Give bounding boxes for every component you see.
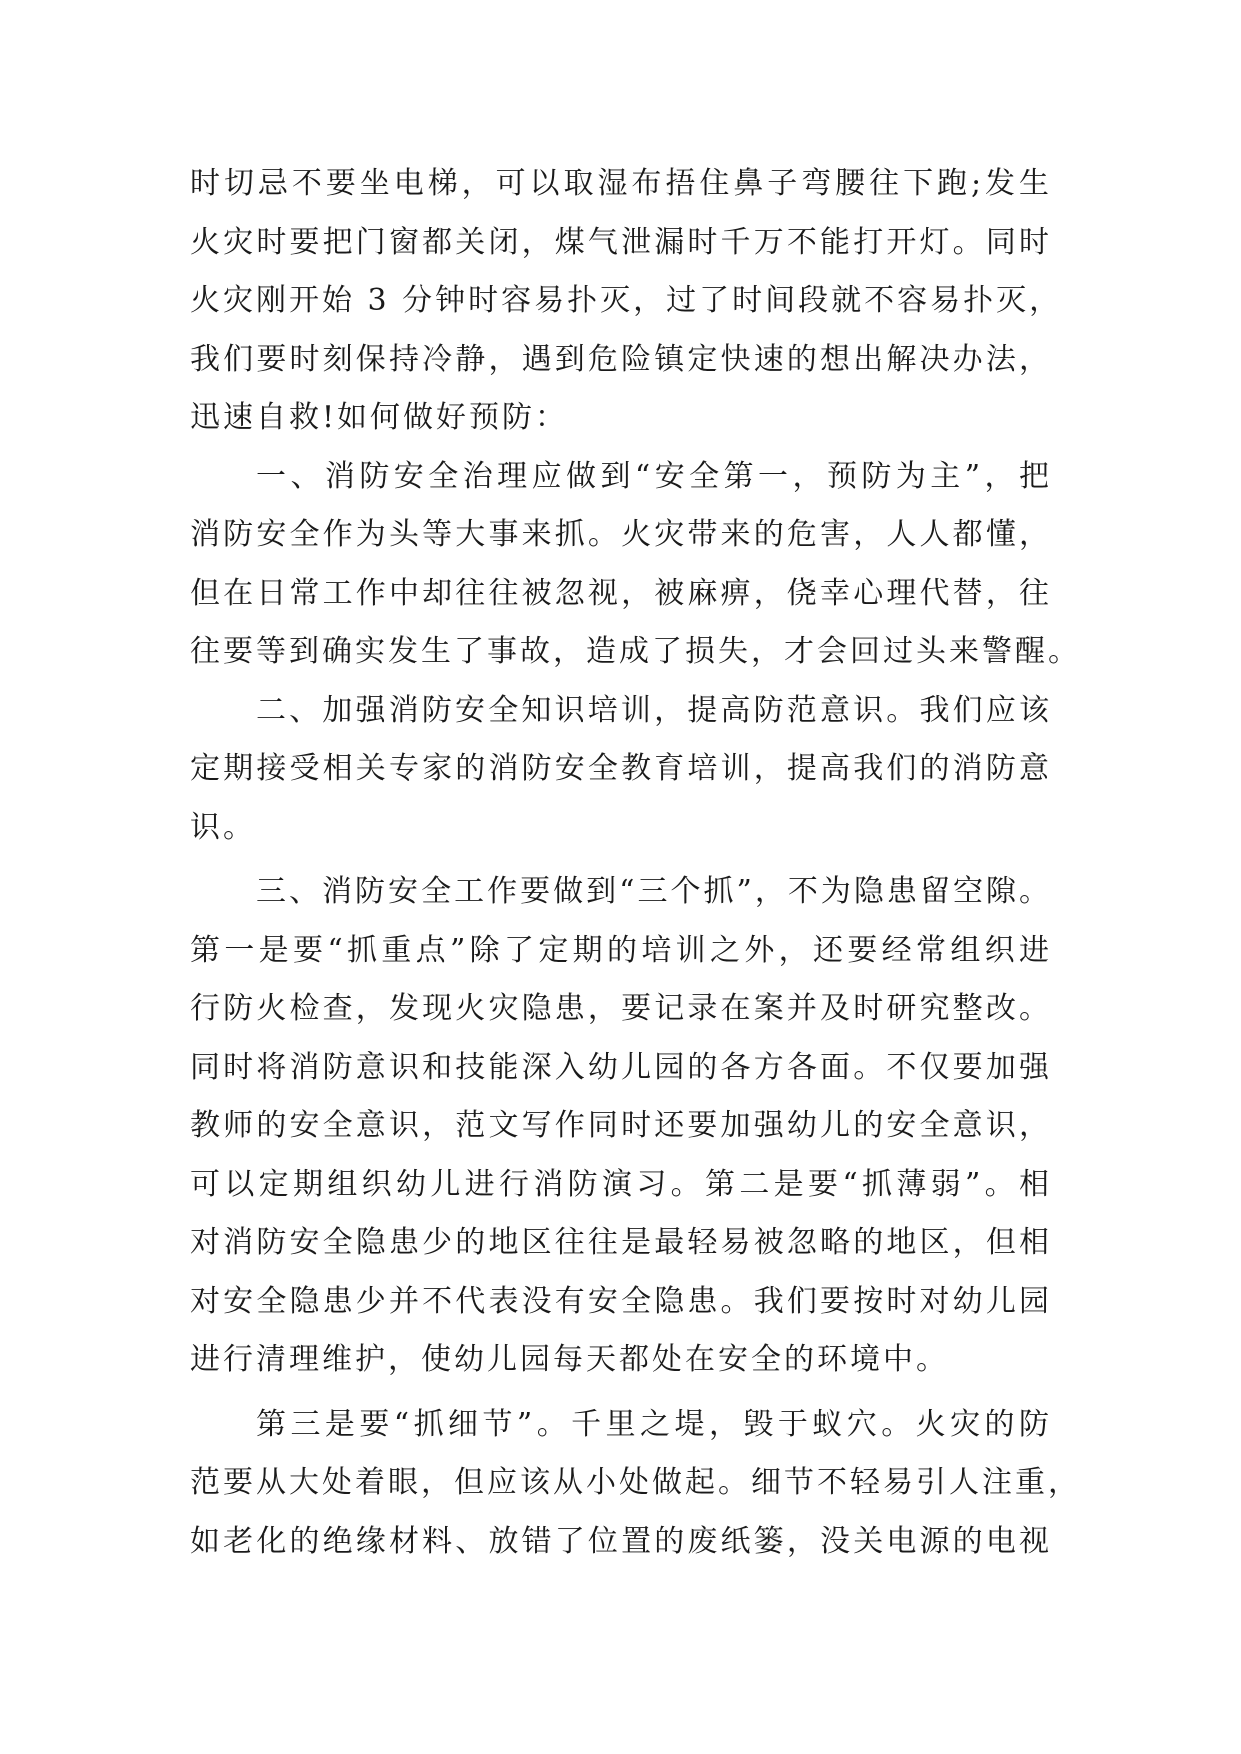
text-line: 范要从大处着眼，但应该从小处做起。细节不轻易引人注重， — [190, 1465, 1081, 1500]
paragraph-1-first-line: 一、消防安全治理应做到“安全第一，预防为主”，把 — [256, 458, 1052, 494]
text-line: 火灾时要把门窗都关闭，煤气泄漏时千万不能打开灯。同时 — [190, 224, 1052, 260]
text-line: 进行清理维护，使幼儿园每天都处在安全的环境中。 — [190, 1342, 949, 1377]
text-line: 对安全隐患少并不代表没有安全隐患。我们要按时对幼儿园 — [190, 1283, 1052, 1319]
text-line: 如老化的绝缘材料、放错了位置的废纸篓，没关电源的电视 — [190, 1523, 1052, 1559]
text-line: 迅速自救!如何做好预防： — [190, 400, 569, 435]
text-line: 时切忌不要坐电梯，可以取湿布捂住鼻子弯腰往下跑;发生 — [190, 166, 1052, 201]
text-line: 消防安全作为头等大事来抓。火灾带来的危害，人人都懂， — [190, 517, 1052, 552]
text-line: 但在日常工作中却往往被忽视，被麻痹，侥幸心理代替，往 — [190, 575, 1052, 611]
paragraph-4-first-line: 第三是要“抓细节”。千里之堤，毁于蚁穴。火灾的防 — [256, 1406, 1052, 1442]
text-line: 我们要时刻保持冷静，遇到危险镇定快速的想出解决办法， — [190, 341, 1052, 377]
text-line: 对消防安全隐患少的地区往往是最轻易被忽略的地区，但相 — [190, 1225, 1052, 1260]
text-line: 识。 — [190, 809, 256, 845]
paragraph-2-first-line: 二、加强消防安全知识培训，提高防范意识。我们应该 — [256, 692, 1052, 728]
text-line: 教师的安全意识，范文写作同时还要加强幼儿的安全意识， — [190, 1108, 1052, 1143]
text-line: 定期接受相关专家的消防安全教育培训，提高我们的消防意 — [190, 751, 1052, 786]
text-line: 火灾刚开始 3 分钟时容易扑灭，过了时间段就不容易扑灭， — [190, 283, 1063, 318]
body-text — [190, 155, 1081, 1571]
text-line: 可以定期组织幼儿进行消防演习。第二是要“抓薄弱”。相 — [190, 1166, 1052, 1202]
text-line: 往要等到确实发生了事故，造成了损失，才会回过头来警醒。 — [190, 634, 1081, 669]
paragraph-3-first-line: 三、消防安全工作要做到“三个抓”，不为隐患留空隙。 — [256, 874, 1052, 909]
text-line: 行防火检查，发现火灾隐患，要记录在案并及时研究整改。 — [190, 991, 1052, 1026]
text-line: 同时将消防意识和技能深入幼儿园的各方各面。不仅要加强 — [190, 1049, 1052, 1085]
text-line: 第一是要“抓重点”除了定期的培训之外，还要经常组织进 — [190, 932, 1052, 968]
